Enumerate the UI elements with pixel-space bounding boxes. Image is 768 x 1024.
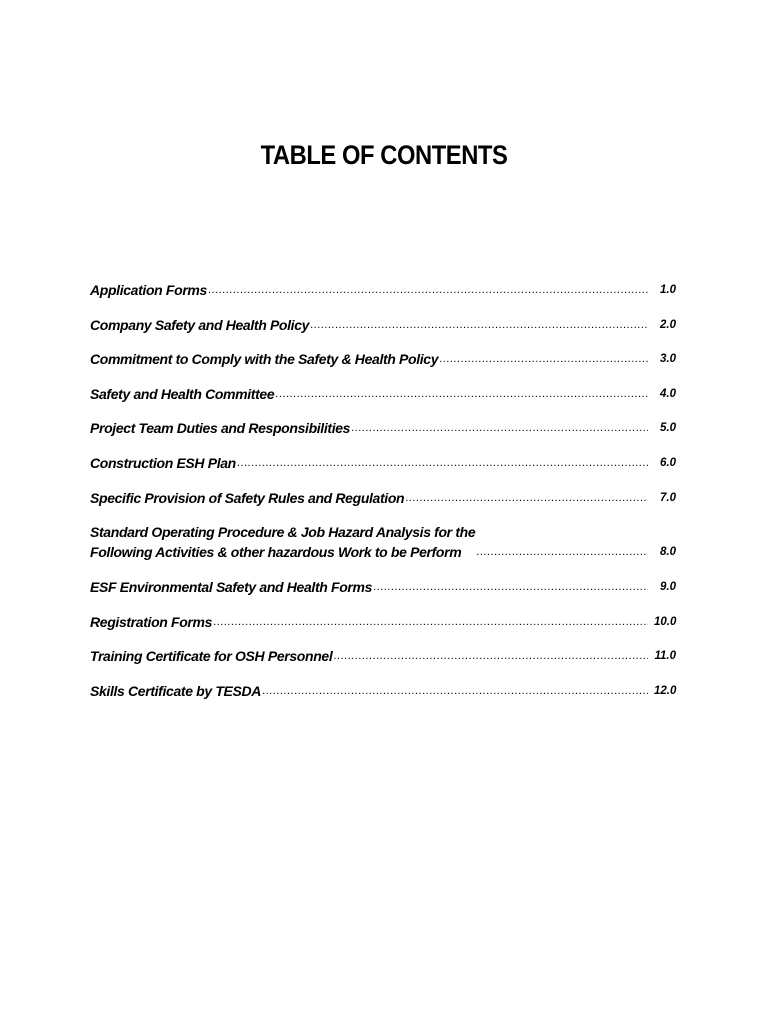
toc-entry-title: Project Team Duties and Responsibilities: [90, 420, 351, 437]
dot-leader: [405, 488, 648, 508]
toc-entry-page: 11.0: [654, 650, 676, 663]
toc-entry-page: 3.0: [660, 353, 676, 366]
toc-entry-commitment-to-comply[interactable]: [90, 345, 676, 369]
toc-entry-safety-health-committee[interactable]: [90, 380, 676, 404]
dot-leader: [237, 453, 648, 473]
toc-entry-specific-provision[interactable]: [90, 484, 676, 508]
toc-entry-page: 9.0: [660, 581, 676, 594]
toc-entry-page: 5.0: [660, 422, 676, 435]
dot-leader: [213, 612, 648, 632]
toc-entry-title: ESF Environmental Safety and Health Forms: [90, 579, 373, 596]
toc-list: [90, 276, 676, 712]
toc-entry-company-safety-health-policy[interactable]: [90, 311, 676, 335]
dot-leader: [476, 542, 648, 562]
toc-entry-title: Specific Provision of Safety Rules and Regulation: [90, 489, 405, 506]
toc-entry-title: Application Forms: [90, 282, 207, 298]
dot-leader: [373, 577, 648, 597]
toc-entry-application-forms[interactable]: [90, 276, 676, 300]
toc-entry-training-certificate[interactable]: [90, 642, 676, 666]
toc-entry-page: 4.0: [660, 387, 676, 400]
toc-entry-title: Company Safety and Health Policy: [90, 316, 310, 333]
dot-leader: [439, 349, 648, 369]
dot-leader: [310, 315, 648, 335]
toc-entry-title: Registration Forms: [90, 613, 213, 630]
toc-entry-esf-environmental-forms[interactable]: [90, 573, 676, 597]
toc-entry-page: 8.0: [660, 546, 676, 559]
toc-entry-title: Training Certificate for OSH Personnel: [90, 648, 333, 665]
toc-entry-registration-forms[interactable]: [90, 608, 676, 632]
toc-entry-title: [90, 522, 475, 562]
toc-entry-page: 6.0: [660, 456, 676, 469]
toc-entry-page: 10.0: [654, 615, 677, 628]
toc-entry-project-team-duties[interactable]: [90, 414, 676, 438]
toc-entry-title-line-1: Standard Operating Procedure & Job Hazard Analysis for the: [90, 524, 476, 541]
dot-leader: [208, 280, 648, 300]
page-title: TABLE OF CONTENTS: [260, 140, 508, 170]
dot-leader: [275, 384, 648, 404]
toc-entry-construction-esh-plan[interactable]: [90, 449, 676, 473]
dot-leader: [351, 418, 648, 438]
dot-leader: [333, 646, 648, 666]
toc-entry-title: Skills Certificate by TESDA: [90, 682, 262, 699]
toc-entry-standard-operating-procedure[interactable]: [90, 518, 676, 562]
toc-entry-title: Commitment to Comply with the Safety & Health Policy: [90, 351, 439, 368]
toc-entry-page: 2.0: [660, 318, 676, 331]
toc-entry-page: 12.0: [654, 684, 677, 697]
toc-entry-page: 7.0: [660, 491, 676, 504]
toc-entry-title: Construction ESH Plan: [90, 454, 236, 471]
toc-entry-title-line-2: Following Activities & other hazardous Work to be Perform: [90, 544, 462, 561]
toc-entry-title: Safety and Health Committee: [90, 385, 275, 402]
dot-leader: [262, 681, 648, 701]
toc-entry-page: 1.0: [660, 284, 676, 296]
toc-entry-skills-certificate[interactable]: [90, 677, 676, 701]
